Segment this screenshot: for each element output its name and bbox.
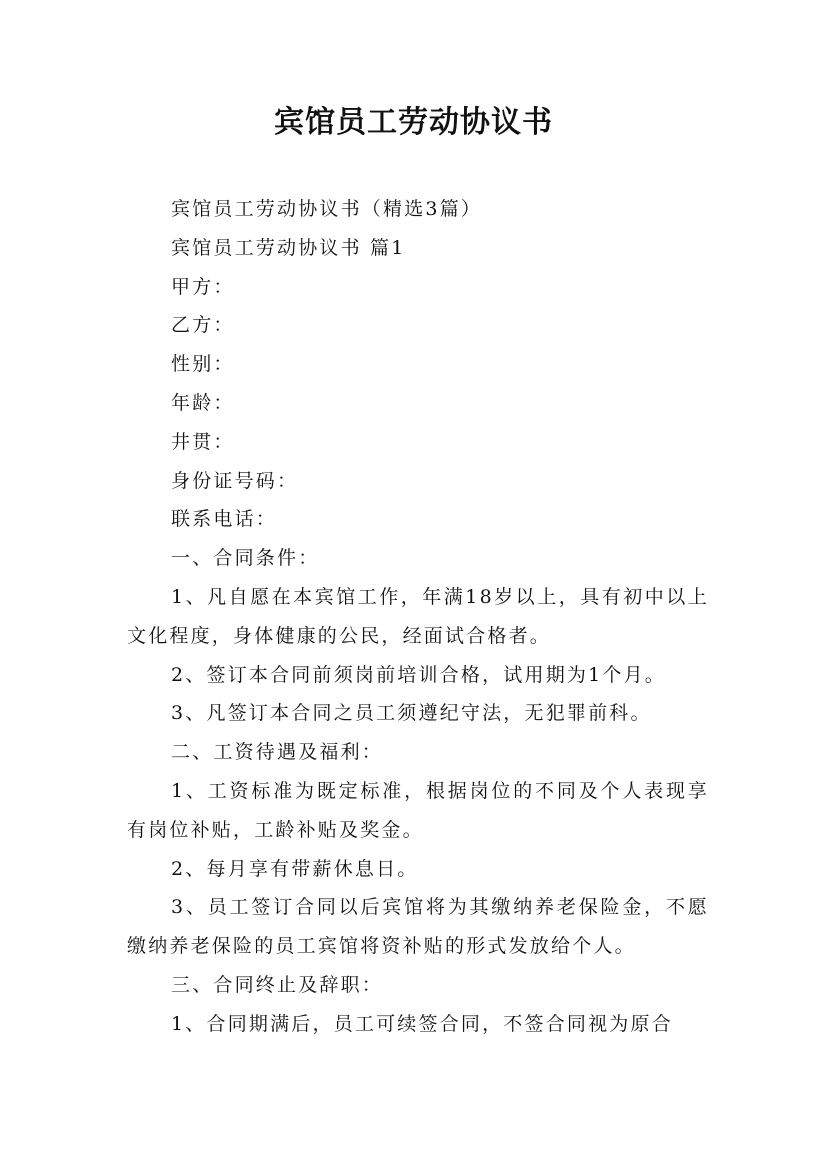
clause-paragraph: 1、工资标准为既定标准，根据岗位的不同及个人表现享有岗位补贴，工龄补贴及奖金。 [127,779,709,841]
clause-paragraph: 2、每月享有带薪休息日。 [171,857,419,880]
origin-field: 井贯： [171,430,235,453]
gender-field: 性别： [171,353,235,376]
document-title: 宾馆员工劳动协议书 [274,105,553,140]
phone-field: 联系电话： [171,508,278,531]
clause-paragraph: 3、员工签订合同以后宾馆将为其缴纳养老保险金，不愿缴纳养老保险的员工宾馆将资补贴的形式发放给个人。 [127,896,709,958]
party-b-field: 乙方： [171,314,235,337]
clause-paragraph: 2、签订本合同前须岗前培训合格，试用期为1个月。 [171,663,666,686]
clause-paragraph: 1、凡自愿在本宾馆工作，年满18岁以上，具有初中以上文化程度，身体健康的公民，经面试合格者。 [127,585,709,647]
clause-heading-conditions: 一、合同条件： [171,547,320,570]
party-a-field: 甲方： [171,275,235,298]
section-heading: 宾馆员工劳动协议书 篇1 [171,236,406,259]
document-body [127,190,709,1044]
clause-paragraph: 3、凡签订本合同之员工须遵纪守法，无犯罪前科。 [171,702,652,725]
subtitle-paragraph: 宾馆员工劳动协议书（精选3篇） [171,198,483,220]
clause-paragraph: 1、合同期满后，员工可续签合同，不签合同视为原合 [171,1012,673,1035]
age-field: 年龄： [171,391,235,414]
clause-heading-termination: 三、合同终止及辞职： [171,973,384,996]
clause-heading-wages: 二、工资待遇及福利： [171,741,384,764]
id-number-field: 身份证号码： [171,469,299,492]
